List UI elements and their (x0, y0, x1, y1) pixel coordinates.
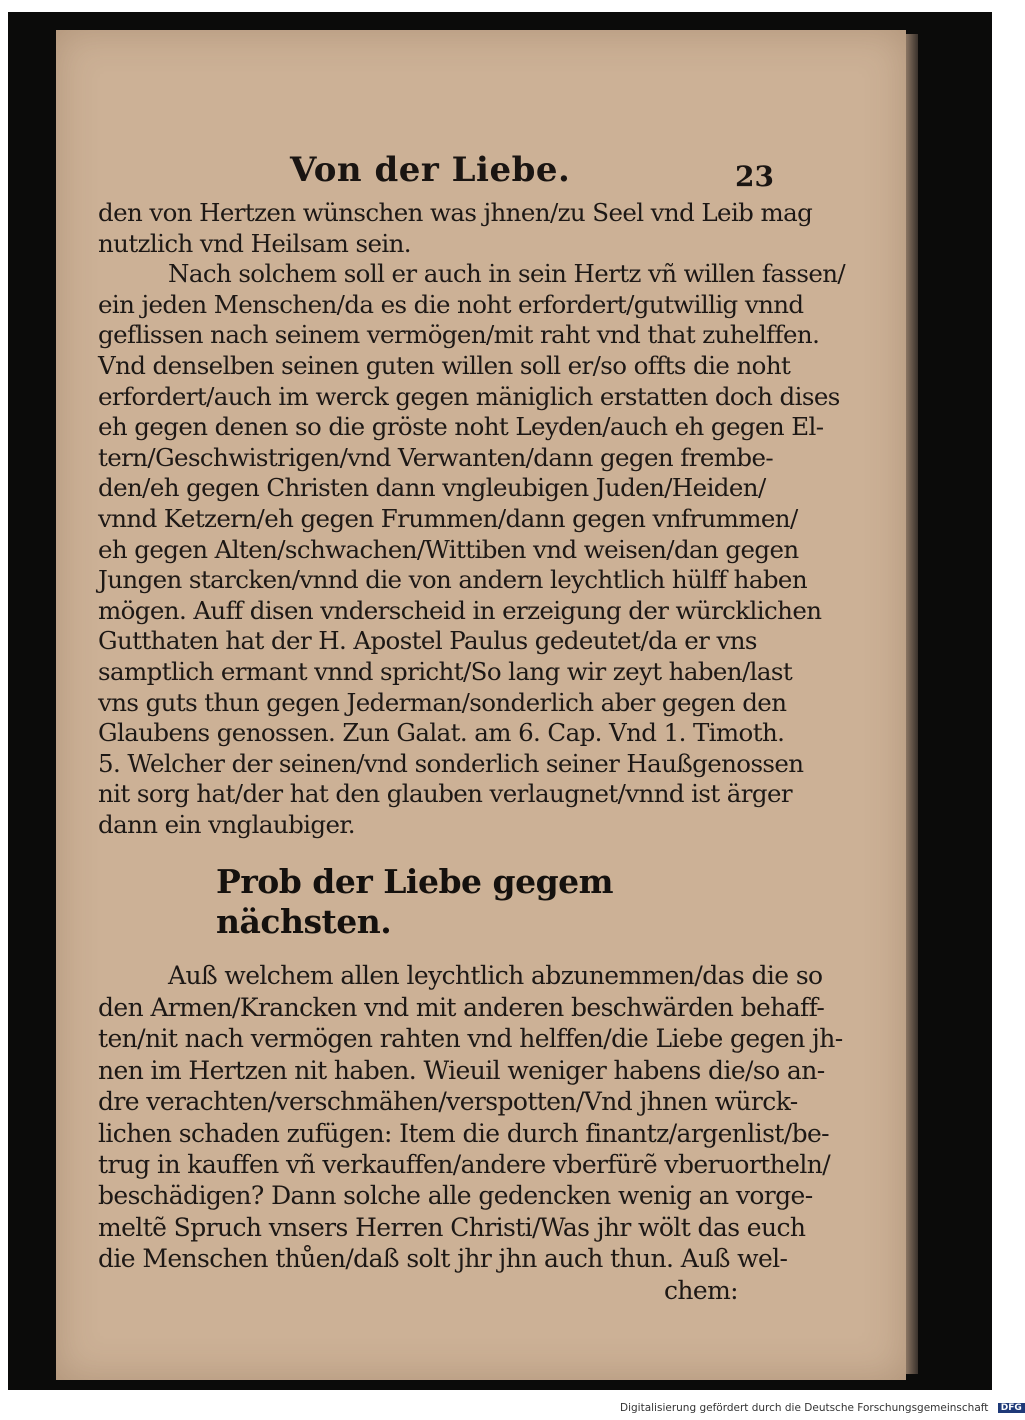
text-line: Nach solchem soll er auch in sein Hertz vñ willen fassen/ (168, 259, 846, 289)
paragraph-1 (98, 198, 846, 840)
text-line: eh gegen Alten/schwachen/Wittiben vnd weisen/dan gegen (98, 534, 799, 564)
text-line: nit sorg hat/der hat den glauben verlaugnet/vnnd ist ärger (98, 779, 793, 809)
text-line: ein jeden Menschen/da es die noht erfordert/gutwillig vnnd (98, 289, 804, 319)
text-line: trug in kauffen vñ verkauffen/andere vberfürẽ vberuortheln/ (98, 1149, 831, 1179)
text-line: erfordert/auch im werck gegen mäniglich erstatten doch dises (98, 381, 840, 411)
text-block (98, 198, 846, 1306)
text-line: den Armen/Krancken vnd mit anderen beschwärden behaff- (98, 992, 825, 1022)
text-line: lichen schaden zufügen: Item die durch finantz/argenlist/be- (98, 1118, 830, 1148)
credit-text: Digitalisierung gefördert durch die Deutsche Forschungsgemeinschaft (620, 1402, 989, 1414)
text-line: Vnd denselben seinen guten willen soll er/so offts die noht (98, 350, 791, 380)
text-line: 5. Welcher der seinen/vnd sonderlich seiner Haußgenossen (98, 748, 804, 778)
dfg-logo: DFG (998, 1403, 1025, 1413)
text-line: Glaubens genossen. Zun Galat. am 6. Cap. Vnd 1. Timoth. (98, 718, 785, 748)
page-edge-shadow (906, 34, 918, 1374)
text-line: den von Hertzen wünschen was jhnen/zu Seel vnd Leib mag (98, 198, 813, 227)
text-line: die Menschen thůen/daß solt jhr jhn auch thun. Auß wel- (98, 1244, 788, 1274)
section-heading: Prob der Liebe gegem nächsten. (216, 862, 614, 942)
text-line: Auß welchem allen leychtlich abzunemmen/das die so (168, 961, 823, 991)
text-line: nutzlich vnd Heilsam sein. (98, 228, 411, 258)
running-head: Von der Liebe. (290, 150, 571, 190)
text-line: dre verachten/verschmähen/verspotten/Vnd jhnen würck- (98, 1087, 798, 1117)
catchword: chem: (663, 1275, 738, 1305)
text-line: samptlich ermant vnnd spricht/So lang wir zeyt haben/last (98, 656, 793, 686)
text-line: meltẽ Spruch vnsers Herren Christi/Was jhr wölt das euch (98, 1212, 806, 1242)
text-line: tern/Geschwistrigen/vnd Verwanten/dann gegen frembe- (98, 442, 774, 472)
digitization-credit (620, 1402, 1025, 1414)
text-line: Jungen starcken/vnnd die von andern leychtlich hülff haben (98, 565, 807, 595)
text-line: den/eh gegen Christen dann vngleubigen Juden/Heiden/ (98, 473, 766, 503)
page-number: 23 (735, 160, 774, 193)
text-line: beschädigen? Dann solche alle gedencken wenig an vorge- (98, 1181, 813, 1211)
text-line: mögen. Auff disen vnderscheid in erzeigung der würcklichen (98, 595, 822, 625)
text-line: eh gegen denen so die gröste noht Leyden/auch eh gegen El- (98, 412, 824, 442)
text-line: dann ein vnglaubiger. (98, 809, 355, 839)
text-line: geflissen nach seinem vermögen/mit raht vnd that zuhelffen. (98, 320, 820, 350)
paragraph-2 (98, 960, 843, 1305)
text-line: ten/nit nach vermögen rahten vnd helffen/die Liebe gegen jh- (98, 1024, 843, 1054)
text-line: vns guts thun gegen Jederman/sonderlich aber gegen den (98, 687, 787, 717)
text-line: Gutthaten hat der H. Apostel Paulus gedeutet/da er vns (98, 626, 757, 656)
text-line: nen im Hertzen nit haben. Wieuil weniger habens die/so an- (98, 1055, 825, 1085)
text-line: vnnd Ketzern/eh gegen Frummen/dann gegen vnfrummen/ (98, 503, 798, 533)
